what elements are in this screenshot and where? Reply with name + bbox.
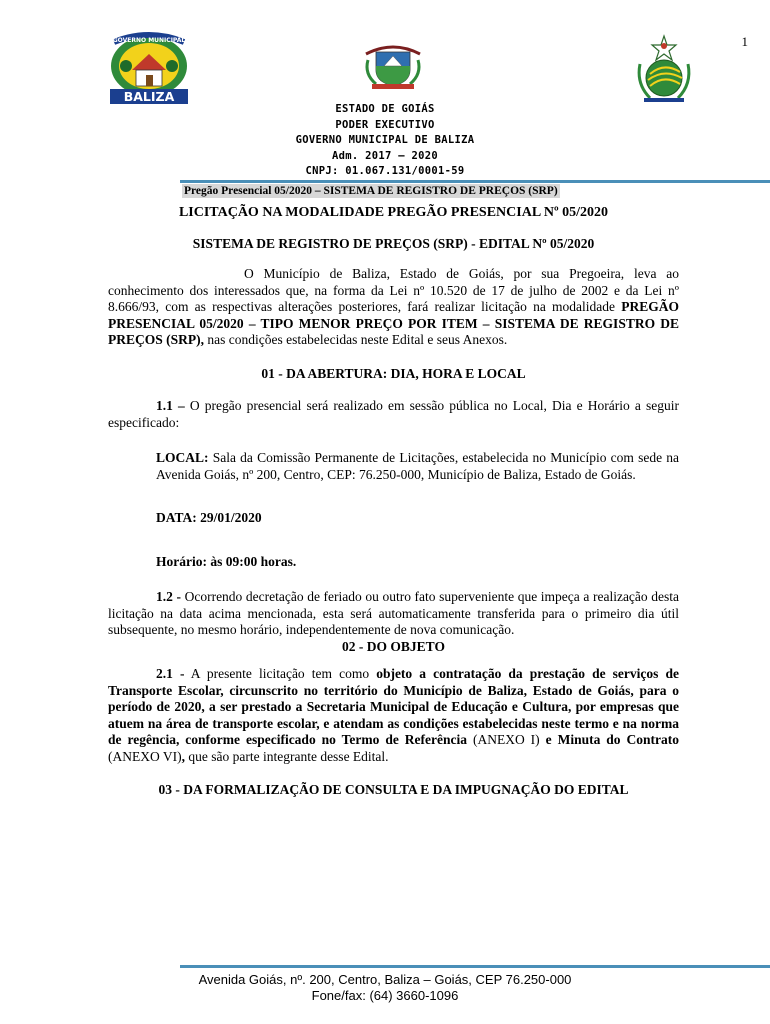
goias-state-emblem (628, 34, 700, 106)
coat-of-arms-emblem (362, 40, 424, 90)
local-label: LOCAL: (156, 450, 209, 465)
header-rule (180, 180, 770, 183)
page-number: 1 (741, 34, 748, 49)
time-line: Horário: às 09:00 horas. (156, 553, 297, 569)
section-1-heading: 01 - DA ABERTURA: DIA, HORA E LOCAL (261, 365, 526, 381)
baliza-municipal-logo (104, 30, 194, 106)
object-end-text: que são parte integrante desse Edital. (185, 748, 389, 764)
object-bold-text: objeto a contratação da prestação de serviços de Transporte Escolar, circunscrito no território do Município de Baliza, Estado de Goiás, para o período de 2020, a ser prestado a Secretaria Municipal de Educação e Cultura, por empresas que atuem na área de transporte escolar, e atendam as condições estabelecidas neste termo e na norma de regência, conforme especificado no Termo de Referência (108, 666, 679, 747)
item-text: O pregão presencial será realizado em sessão pública no Local, Dia e Horário a seguir especificado: (108, 398, 679, 430)
object-text: A presente licitação tem como (184, 666, 377, 681)
local-paragraph (156, 450, 679, 483)
intro-paragraph (108, 266, 679, 349)
local-text: Sala da Comissão Permanente de Licitações, estabelecida no Município com sede na Avenida Goiás, nº 200, Centro, CEP: 76.250-000, Município de Baliza, Estado de Goiás. (156, 450, 679, 482)
annex-i-text: (ANEXO I) (467, 732, 546, 747)
annex-vi-text: (ANEXO VI) (108, 748, 182, 764)
letterhead-government: GOVERNO MUNICIPAL DE BALIZA (295, 134, 475, 146)
document-body (108, 205, 679, 799)
letterhead-administration: Adm. 2017 – 2020 (332, 149, 438, 162)
letterhead-power: PODER EXECUTIVO (335, 118, 435, 131)
letterhead-state: ESTADO DE GOIÁS (335, 103, 435, 115)
pregao-header-bar: Pregão Presencial 05/2020 – SISTEMA DE REGISTRO DE PREÇOS (SRP) (184, 185, 558, 197)
item-number: 1.2 - (156, 589, 181, 604)
logo-bottom-text: BALIZA (123, 89, 175, 104)
footer-rule (180, 965, 770, 968)
section-3-heading: 03 - DA FORMALIZAÇÃO DE CONSULTA E DA IMPUGNAÇÃO DO EDITAL (158, 782, 629, 797)
letterhead (0, 102, 770, 180)
intro-text-end: nas condições estabelecidas neste Edital e seus Anexos. (204, 332, 508, 347)
comma: , (181, 748, 185, 764)
intro-bold-text: PREGÃO PRESENCIAL 05/2020 – TIPO MENOR PREÇO POR ITEM – SISTEMA DE REGISTRO DE PREÇOS (SRP), (108, 299, 679, 347)
section-2-heading: 02 - DO OBJETO (342, 638, 445, 654)
letterhead-cnpj: CNPJ: 01.067.131/0001-59 (305, 165, 465, 177)
date-line: DATA: 29/01/2020 (156, 510, 262, 525)
contract-draft-text: e Minuta do Contrato (545, 732, 679, 747)
document-subtitle: SISTEMA DE REGISTRO DE PREÇOS (SRP) - EDITAL Nº 05/2020 (192, 235, 595, 251)
section-1-1-paragraph (108, 398, 679, 431)
item-text: Ocorrendo decretação de feriado ou outro fato superveniente que impeça a realização desta licitação na data acima mencionada, esta será automaticamente transferida para o primeiro dia útil subsequente, no mesmo horário, independentemente de nova comunicação. (108, 589, 680, 637)
footer-address: Avenida Goiás, nº. 200, Centro, Baliza – Goiás, CEP 76.250-000 (198, 972, 572, 987)
item-number: 1.1 – (156, 398, 185, 413)
item-number: 2.1 - (156, 666, 185, 681)
footer (0, 972, 770, 1004)
section-1-2-paragraph (108, 589, 679, 639)
section-2-1-paragraph (108, 666, 679, 765)
logo-top-text: GOVERNO MUNICIPAL (112, 37, 186, 44)
intro-text: O Município de Baliza, Estado de Goiás, por sua Pregoeira, leva ao conhecimento dos interessados que, na forma da Lei nº 10.520 de 17 de julho de 2002 e da Lei nº 8.666/93, com as respectivas alterações posteriores, fará realizar licitação na modalidade (108, 266, 679, 314)
footer-phone: Fone/fax: (64) 3660-1096 (311, 988, 459, 1003)
document-title: LICITAÇÃO NA MODALIDADE PREGÃO PRESENCIAL Nº 05/2020 (178, 205, 609, 220)
